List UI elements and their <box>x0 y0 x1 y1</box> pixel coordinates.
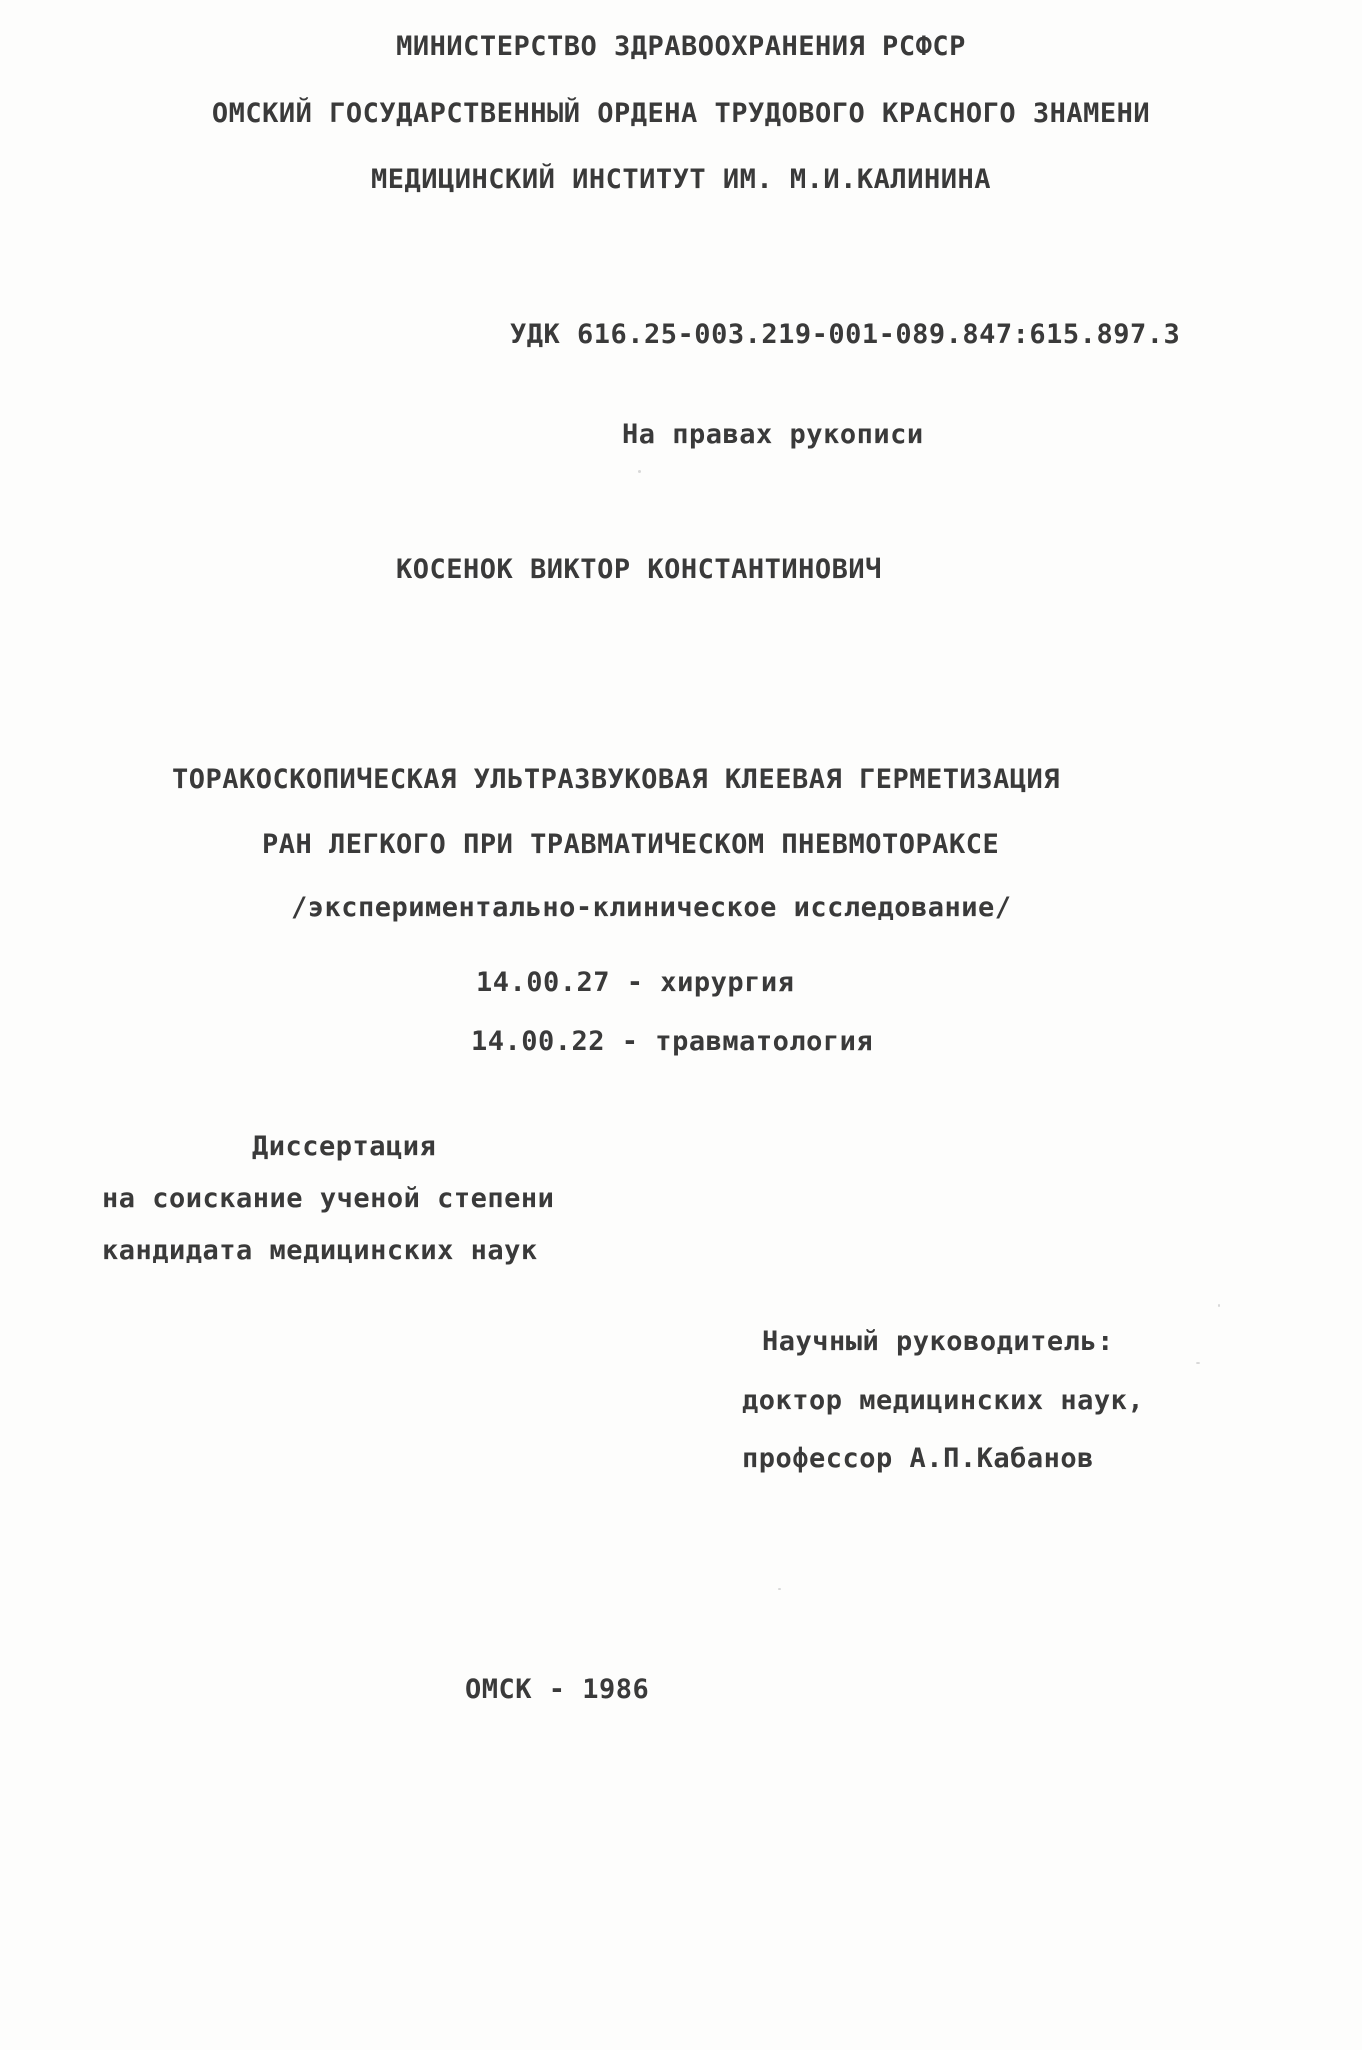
supervisor-degree: доктор медицинских наук, <box>742 1385 1145 1416</box>
paper-speck <box>638 470 641 473</box>
author-name: КОСЕНОК ВИКТОР КОНСТАНТИНОВИЧ <box>396 554 882 585</box>
paper-speck <box>1218 1304 1220 1307</box>
dissertation-field: кандидата медицинских наук <box>102 1235 538 1266</box>
city-year-footer: ОМСК - 1986 <box>465 1674 650 1705</box>
paper-speck <box>1196 1362 1200 1364</box>
supervisor-label: Научный руководитель: <box>762 1326 1114 1357</box>
paper-speck <box>778 1588 781 1590</box>
institute-name-heading: МЕДИЦИНСКИЙ ИНСТИТУТ ИМ. М.И.КАЛИНИНА <box>371 164 991 195</box>
institute-heading: ОМСКИЙ ГОСУДАРСТВЕННЫЙ ОРДЕНА ТРУДОВОГО КРАСНОГО ЗНАМЕНИ <box>211 98 1151 129</box>
title-line-3: /экспериментально-клиническое исследование/ <box>291 892 1012 923</box>
specialty-traumatology: 14.00.22 - травматология <box>471 1026 874 1057</box>
title-line-1: ТОРАКОСКОПИЧЕСКАЯ УЛЬТРАЗВУКОВАЯ КЛЕЕВАЯ ГЕРМЕТИЗАЦИЯ <box>172 764 1061 795</box>
dissertation-label: Диссертация <box>252 1131 437 1162</box>
specialty-surgery: 14.00.27 - хирургия <box>476 967 795 998</box>
supervisor-name: профессор А.П.Кабанов <box>742 1443 1094 1474</box>
title-line-2: РАН ЛЕГКОГО ПРИ ТРАВМАТИЧЕСКОМ ПНЕВМОТОРАКСЕ <box>262 829 1000 860</box>
dissertation-degree: на соискание ученой степени <box>102 1183 555 1214</box>
udk-code: УДК 616.25-003.219-001-089.847:615.897.3 <box>510 319 1181 350</box>
manuscript-note: На правах рукописи <box>622 419 924 450</box>
ministry-heading: МИНИСТЕРСТВО ЗДРАВООХРАНЕНИЯ РСФСР <box>396 31 966 62</box>
